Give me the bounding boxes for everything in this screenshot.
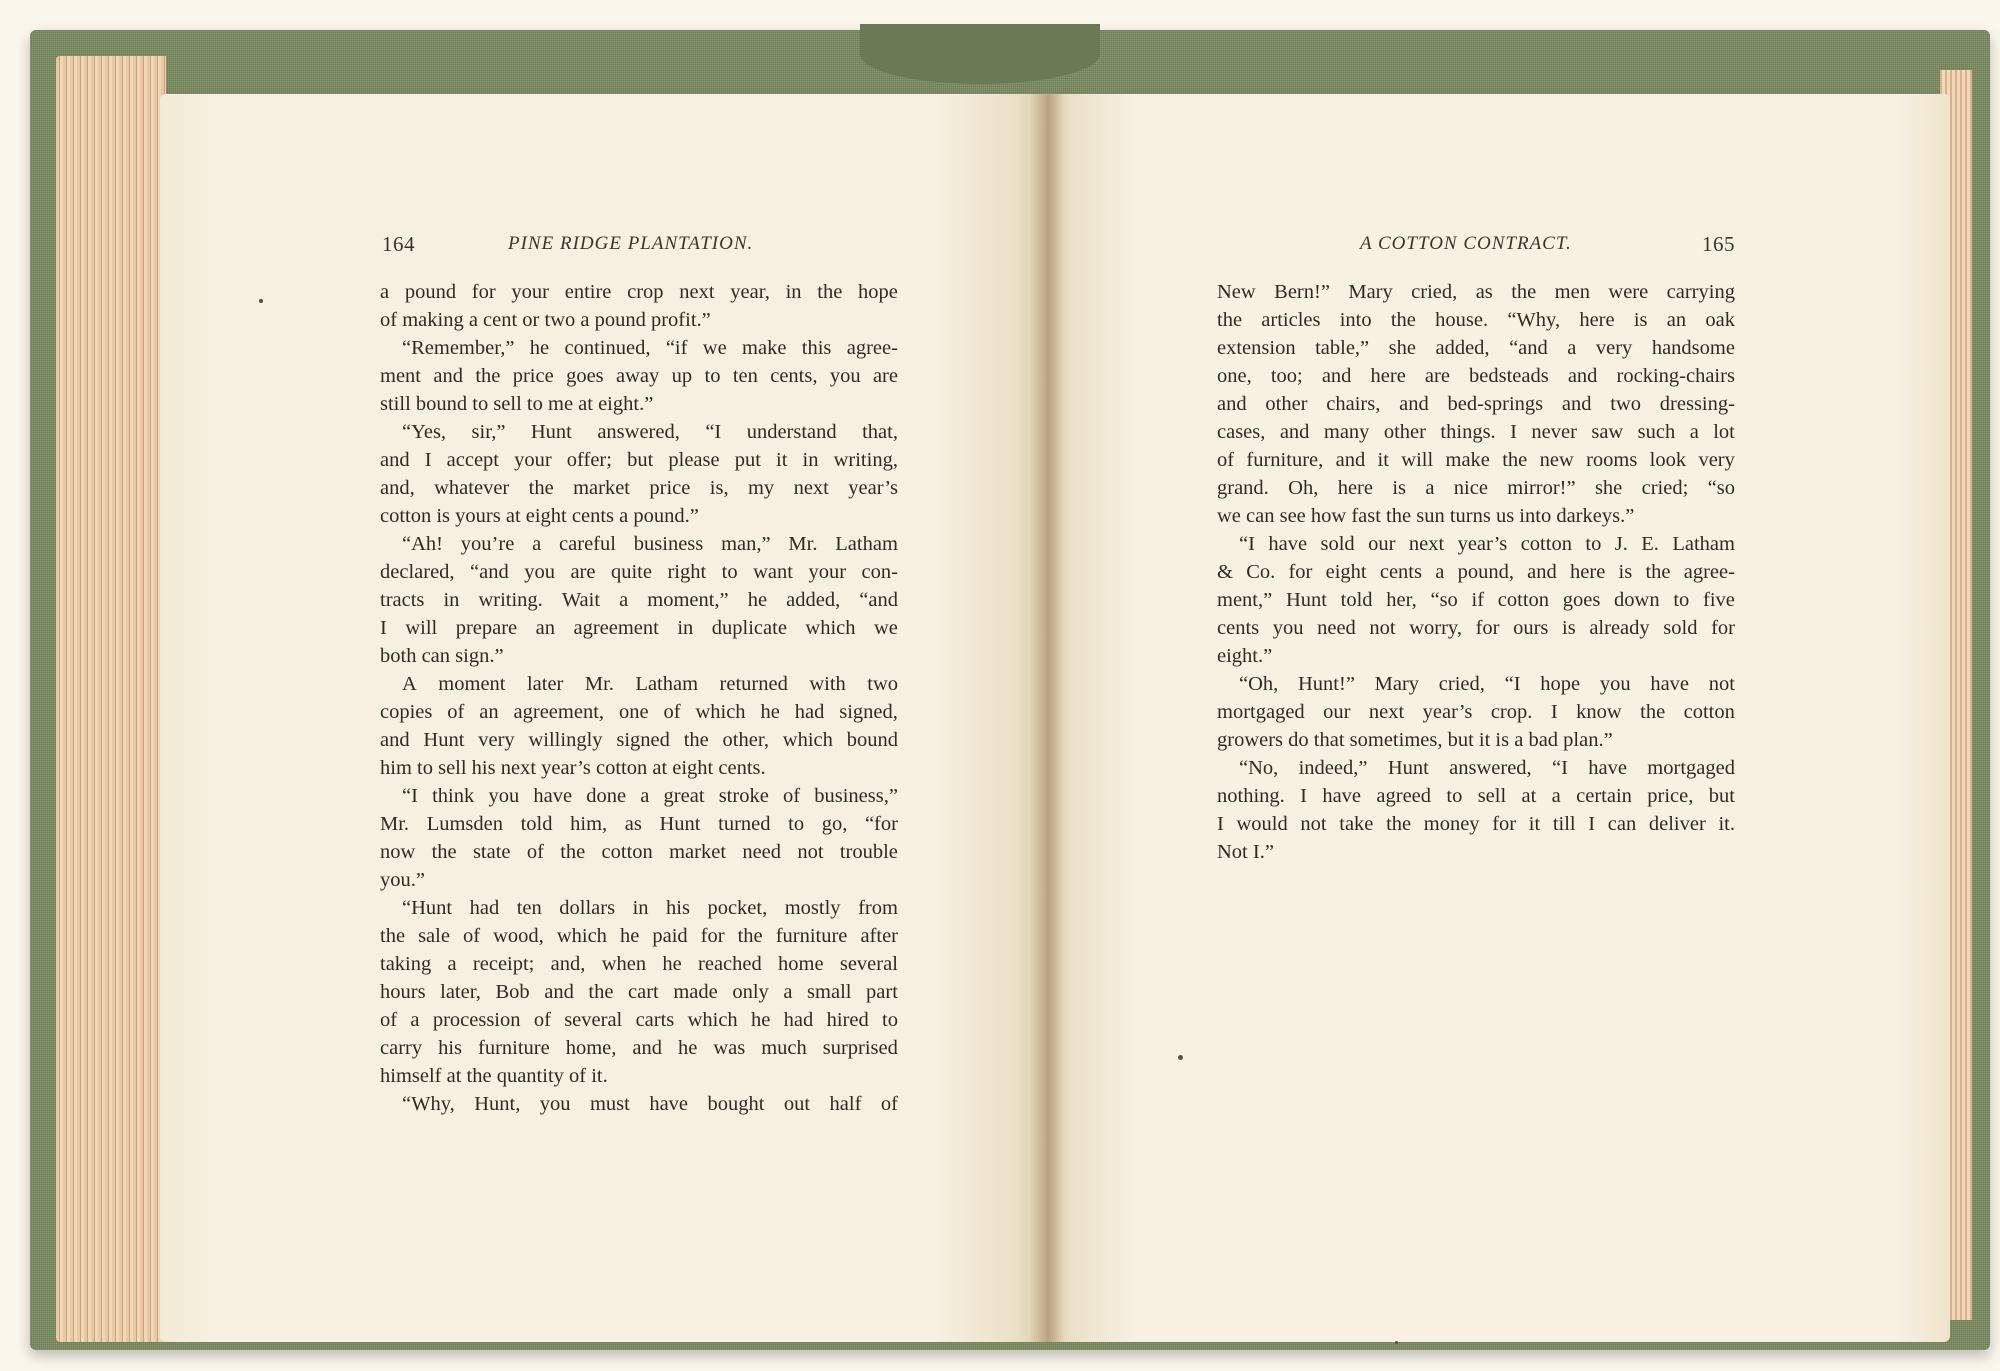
text-line: the articles into the house. “Why, here is an oak: [1217, 309, 1735, 331]
text-line: and other chairs, and bed-springs and two dressing-: [1217, 393, 1735, 415]
text-line: grand. Oh, here is a nice mirror!” she cried; “so: [1217, 477, 1735, 499]
text-line: of making a cent or two a pound profit.”: [380, 309, 711, 331]
text-line: and Hunt very willingly signed the other, which bound: [380, 729, 898, 751]
text-line: Not I.”: [1217, 841, 1274, 863]
text-line: growers do that sometimes, but it is a bad plan.”: [1217, 729, 1613, 751]
left-running-title: PINE RIDGE PLANTATION.: [508, 233, 754, 254]
text-line: extension table,” she added, “and a very handsome: [1217, 337, 1735, 359]
book-gutter: [1030, 94, 1064, 1342]
text-line: tracts in writing. Wait a moment,” he added, “and: [380, 589, 898, 611]
text-line: carry his furniture home, and he was much surprised: [380, 1037, 898, 1059]
text-line: A moment later Mr. Latham returned with two: [402, 673, 898, 695]
right-running-title: A COTTON CONTRACT.: [1360, 233, 1572, 254]
text-line: now the state of the cotton market need not trouble: [380, 841, 898, 863]
text-line: and I accept your offer; but please put it in writing,: [380, 449, 898, 471]
left-page-number: 164: [382, 232, 415, 256]
book-spine: [860, 24, 1100, 84]
text-line: of furniture, and it will make the new rooms look very: [1217, 449, 1735, 471]
text-line: a pound for your entire crop next year, in the hope: [380, 281, 898, 303]
text-line: we can see how fast the sun turns us into darkeys.”: [1217, 505, 1635, 527]
text-line: cents you need not worry, for ours is already sold for: [1217, 617, 1735, 639]
text-line: hours later, Bob and the cart made only a small part: [380, 981, 898, 1003]
text-line: “Yes, sir,” Hunt answered, “I understand that,: [402, 421, 898, 443]
text-line: him to sell his next year’s cotton at eight cents.: [380, 757, 766, 779]
text-line: nothing. I have agreed to sell at a certain price, but: [1217, 785, 1735, 807]
text-line: ment and the price goes away up to ten cents, you are: [380, 365, 898, 387]
text-line: eight.”: [1217, 645, 1273, 667]
paper-speck: [1178, 1055, 1183, 1060]
text-line: both can sign.”: [380, 645, 504, 667]
text-line: “I think you have done a great stroke of business,”: [402, 785, 898, 807]
text-line: Mr. Lumsden told him, as Hunt turned to go, “for: [380, 813, 898, 835]
paper-speck: [1395, 1341, 1398, 1344]
right-page-text: [1217, 278, 1735, 866]
text-line: “I have sold our next year’s cotton to J. E. Latham: [1239, 533, 1735, 555]
text-line: cotton is yours at eight cents a pound.”: [380, 505, 699, 527]
left-page-text: [380, 278, 898, 1118]
text-line: declared, “and you are quite right to want your con-: [380, 561, 898, 583]
text-line: the sale of wood, which he paid for the furniture after: [380, 925, 898, 947]
text-line: and, whatever the market price is, my next year’s: [380, 477, 898, 499]
page-edges-left: [56, 56, 166, 1342]
text-line: of a procession of several carts which he had hired to: [380, 1009, 898, 1031]
text-line: one, too; and here are bedsteads and rocking-chairs: [1217, 365, 1735, 387]
text-line: “Oh, Hunt!” Mary cried, “I hope you have not: [1239, 673, 1735, 695]
right-page-number: 165: [1702, 232, 1735, 256]
text-line: cases, and many other things. I never saw such a lot: [1217, 421, 1735, 443]
paper-speck: [259, 299, 263, 303]
text-line: “No, indeed,” Hunt answered, “I have mortgaged: [1239, 757, 1735, 779]
text-line: I would not take the money for it till I can deliver it.: [1217, 813, 1735, 835]
text-line: copies of an agreement, one of which he had signed,: [380, 701, 898, 723]
text-line: & Co. for eight cents a pound, and here is the agree-: [1217, 561, 1735, 583]
text-line: I will prepare an agreement in duplicate which we: [380, 617, 898, 639]
text-line: you.”: [380, 869, 425, 891]
text-line: taking a receipt; and, when he reached home several: [380, 953, 898, 975]
text-line: still bound to sell to me at eight.”: [380, 393, 654, 415]
text-line: “Why, Hunt, you must have bought out half of: [402, 1093, 898, 1115]
text-line: himself at the quantity of it.: [380, 1065, 608, 1087]
text-line: mortgaged our next year’s crop. I know the cotton: [1217, 701, 1735, 723]
text-line: New Bern!” Mary cried, as the men were carrying: [1217, 281, 1735, 303]
text-line: “Hunt had ten dollars in his pocket, mostly from: [402, 897, 898, 919]
text-line: ment,” Hunt told her, “so if cotton goes down to five: [1217, 589, 1735, 611]
text-line: “Remember,” he continued, “if we make this agree-: [402, 337, 898, 359]
text-line: “Ah! you’re a careful business man,” Mr. Latham: [402, 533, 898, 555]
